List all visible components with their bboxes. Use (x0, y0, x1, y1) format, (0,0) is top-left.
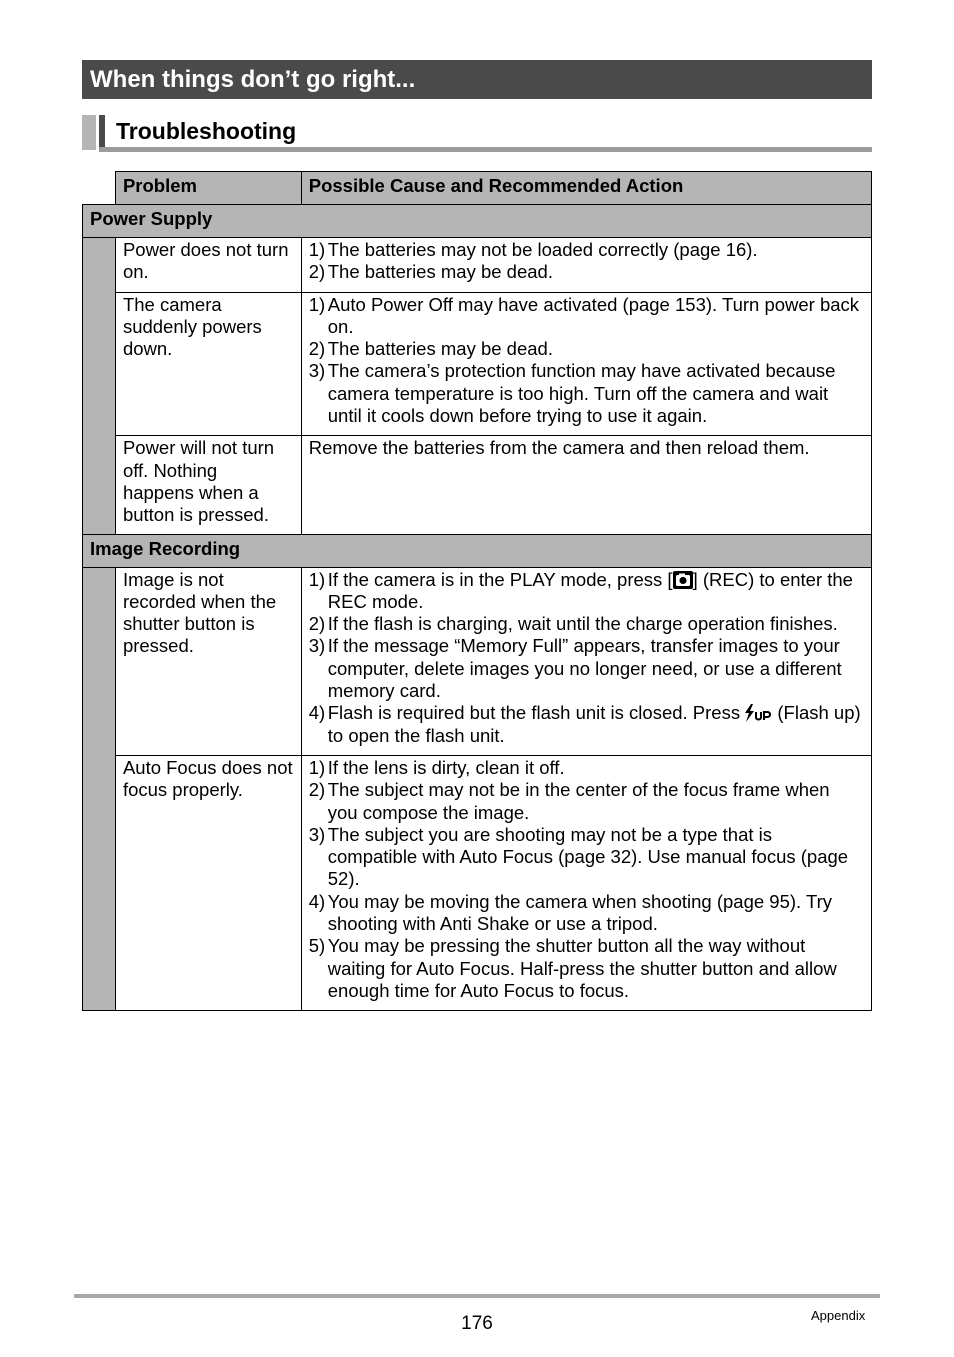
category-row (83, 205, 872, 238)
troubleshooting-table (82, 171, 872, 1011)
table-row (83, 755, 872, 1010)
action-step: 1) The batteries may not be loaded correctly (page 16). (308, 239, 758, 260)
action-step: 2) The batteries may be dead. (308, 338, 553, 360)
category-row (83, 534, 872, 567)
action-step: 4) Flash is required but the flash unit is closed. Press (Flash up) to open the flash unit. (308, 702, 861, 746)
category-side-bar (83, 238, 116, 535)
category-power-supply: Power Supply (83, 205, 872, 238)
action-step: 1) If the camera is in the PLAY mode, press [ ] (REC) to enter the REC mode. (308, 568, 853, 612)
category-side-bar (83, 567, 116, 1011)
action-step: 1) If the lens is dirty, clean it off. (308, 756, 565, 778)
page-number: 176 (461, 1313, 493, 1334)
table-corner (83, 172, 116, 205)
section-heading (82, 115, 872, 152)
problem-cell: Auto Focus does not focus properly. (115, 755, 301, 1010)
problem-cell: Image is not recorded when the shutter button is pressed. (115, 567, 301, 755)
action-step: 3) The camera’s protection function may have activated because camera temperature is too high. Turn off the camera and wait until it cools down before trying to use it again. (308, 360, 836, 427)
action-step: 2) The subject may not be in the center of the focus frame when you compose the image. (308, 779, 830, 823)
action-step: 3) The subject you are shooting may not be a type that is compatible with Auto Focus (page 32). Use manual focus (page 52). (308, 823, 849, 890)
heading-underline (99, 147, 872, 152)
problem-cell: Power does not turn on. (115, 238, 301, 293)
action-cell (301, 238, 871, 293)
footer-section-label: Appendix (811, 1308, 866, 1323)
action-step: 5) You may be pressing the shutter button all the way without waiting for Auto Focus. Half-press the shutter button and allow enough time for Auto Focus to focus. (308, 935, 837, 1001)
action-step: 2) The batteries may be dead. (308, 261, 553, 283)
action-cell (301, 292, 871, 436)
table-row (83, 436, 872, 534)
section-title: Troubleshooting (116, 118, 297, 144)
problem-cell: Power will not turn off. Nothing happens when a button is pressed. (115, 436, 301, 534)
action-cell: Remove the batteries from the camera and then reload them. (301, 436, 871, 534)
footer-rule (74, 1294, 880, 1298)
action-cell (301, 567, 871, 755)
page-title: When things don’t go right... (82, 60, 872, 99)
action-column-header: Possible Cause and Recommended Action (301, 172, 871, 205)
action-step: 2) If the flash is charging, wait until the charge operation finishes. (308, 613, 838, 635)
problem-column-header: Problem (115, 172, 301, 205)
table-row (83, 567, 872, 755)
action-step: 1) Auto Power Off may have activated (page 153). Turn power back on. (308, 293, 860, 337)
heading-marker (82, 115, 96, 150)
flash-up-icon (745, 704, 772, 722)
action-cell (301, 755, 871, 1010)
action-step: 4) You may be moving the camera when shooting (page 95). Try shooting with Anti Shake or use a tripod. (308, 890, 832, 935)
camera-icon (673, 571, 693, 589)
action-step: 3) If the message “Memory Full” appears, transfer images to your computer, delete images you no longer need, or use a different memory card. (308, 635, 842, 702)
heading-marker-dark (99, 115, 105, 150)
problem-cell: The camera suddenly powers down. (115, 292, 301, 436)
category-image-recording: Image Recording (83, 534, 872, 567)
table-header-row (83, 172, 872, 205)
table-row (83, 238, 872, 293)
table-row (83, 292, 872, 436)
